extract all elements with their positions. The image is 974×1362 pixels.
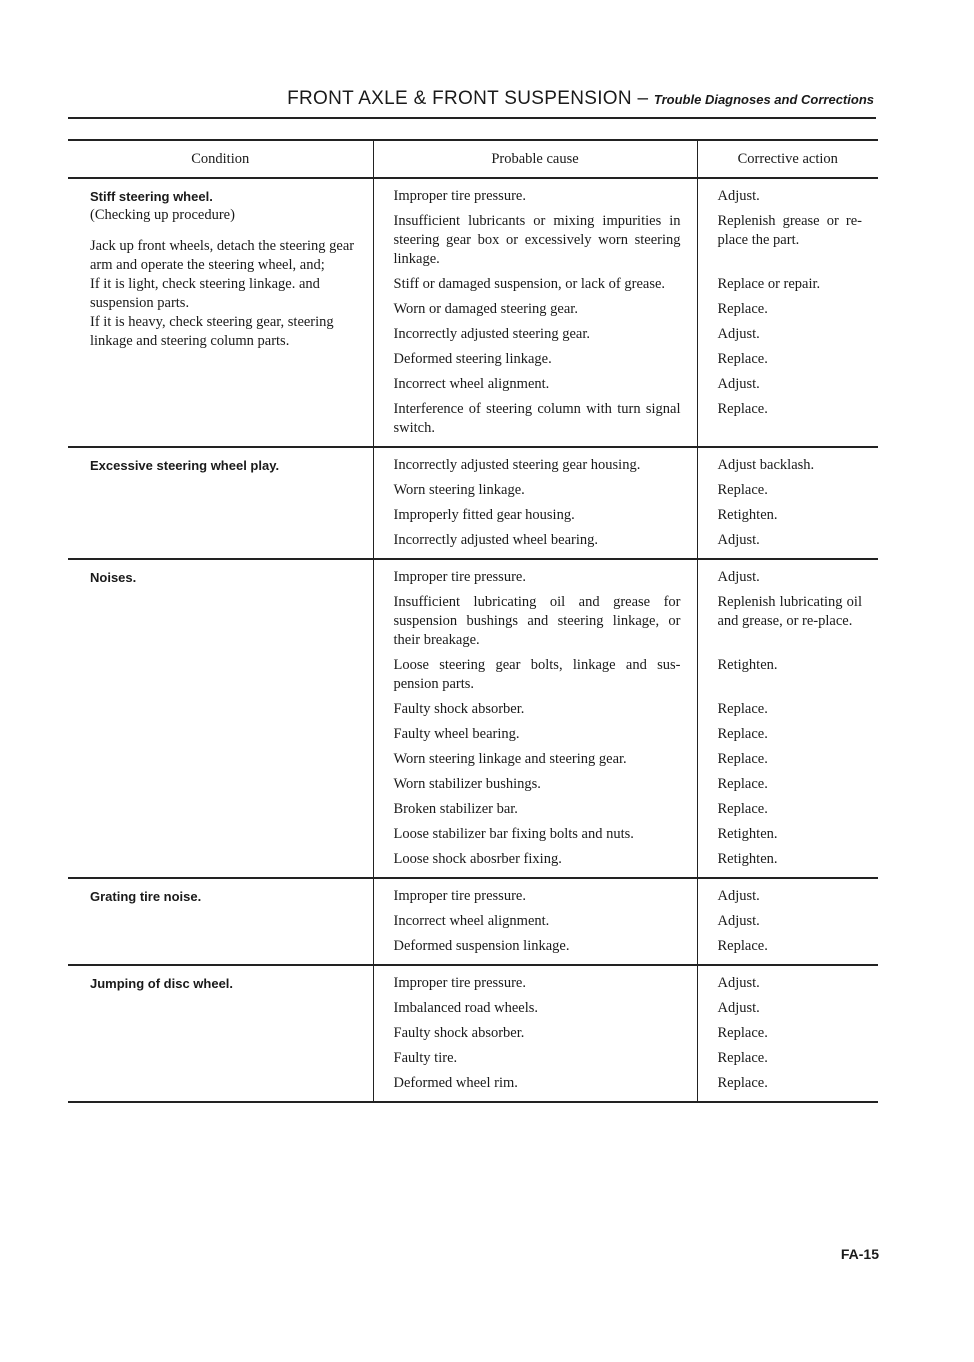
probable-cause-cell	[373, 178, 697, 447]
table-row	[68, 178, 878, 447]
corrective-action-item: Retighten.	[717, 851, 778, 867]
page-number: FA-15	[840, 1246, 879, 1262]
condition-detail: If it is light, check steering linkage. and suspension parts.	[90, 276, 320, 311]
probable-cause-item: Broken stabilizer bar.	[393, 801, 518, 817]
probable-cause-item: Incorrectly adjusted steering gear housing.	[393, 457, 641, 473]
corrective-action-cell	[697, 178, 878, 447]
condition-title: Stiff steering wheel.	[90, 189, 213, 204]
probable-cause-item: Improper tire pressure.	[393, 188, 526, 204]
condition-cell	[68, 878, 373, 965]
corrective-action-item: Replace.	[717, 351, 768, 367]
probable-cause-item: Faulty tire.	[393, 1050, 458, 1066]
table-row	[68, 447, 878, 559]
corrective-action-cell	[697, 447, 878, 559]
corrective-action-item: Adjust.	[717, 888, 760, 904]
probable-cause-item: Interference of steering column with turn signal switch.	[393, 401, 681, 436]
condition-cell	[68, 447, 373, 559]
header-rule	[68, 117, 876, 119]
corrective-action-item: Adjust.	[717, 569, 760, 585]
corrective-action-item: Adjust.	[717, 913, 760, 929]
probable-cause-cell	[373, 878, 697, 965]
probable-cause-item: Deformed steering linkage.	[393, 351, 552, 367]
condition-cell	[68, 559, 373, 878]
probable-cause-item: Improper tire pressure.	[393, 569, 526, 585]
condition-title: Noises.	[90, 570, 137, 585]
condition-title: Grating tire noise.	[90, 889, 202, 904]
probable-cause-item: Faulty shock absorber.	[393, 701, 525, 717]
corrective-action-item: Replace.	[717, 301, 768, 317]
corrective-action-cell	[697, 965, 878, 1102]
probable-cause-item: Faulty shock absorber.	[393, 1025, 525, 1041]
probable-cause-item: Imbalanced road wheels.	[393, 1000, 539, 1016]
condition-title: Excessive steering wheel play.	[90, 458, 280, 473]
probable-cause-item: Loose shock abosrber fixing.	[393, 851, 562, 867]
corrective-action-item: Replace.	[717, 776, 768, 792]
condition-cell	[68, 965, 373, 1102]
table-row	[68, 965, 878, 1102]
probable-cause-item: Improperly fitted gear housing.	[393, 507, 575, 523]
header-separator: –	[631, 88, 654, 109]
corrective-action-item: Adjust.	[717, 1000, 760, 1016]
diagnosis-table	[68, 139, 878, 1103]
corrective-action-item: Replace.	[717, 401, 768, 417]
column-header-corrective-action: Corrective action	[697, 140, 878, 178]
probable-cause-cell	[373, 965, 697, 1102]
probable-cause-item: Incorrect wheel alignment.	[393, 913, 550, 929]
probable-cause-item: Incorrect wheel alignment.	[393, 376, 550, 392]
probable-cause-item: Improper tire pressure.	[393, 975, 526, 991]
corrective-action-item: Adjust.	[717, 188, 760, 204]
table-row	[68, 559, 878, 878]
corrective-action-item: Replenish lubricating oil and grease, or re-place.	[717, 594, 862, 629]
condition-detail: If it is heavy, check steering gear, steering linkage and steering column parts.	[90, 314, 334, 349]
diagnosis-table-container	[68, 139, 878, 1103]
corrective-action-item: Replenish grease or re-place the part.	[717, 213, 862, 248]
probable-cause-item: Insufficient lubricating oil and grease for suspension bushings and steering linkage, or their breakage.	[393, 594, 681, 648]
probable-cause-item: Worn steering linkage and steering gear.	[393, 751, 627, 767]
corrective-action-item: Adjust backlash.	[717, 457, 815, 473]
corrective-action-item: Adjust.	[717, 975, 760, 991]
corrective-action-item: Replace.	[717, 1025, 768, 1041]
corrective-action-item: Adjust.	[717, 376, 760, 392]
probable-cause-cell	[373, 559, 697, 878]
page-header	[287, 88, 874, 110]
probable-cause-item: Incorrectly adjusted wheel bearing.	[393, 532, 599, 548]
table-header-row	[68, 140, 878, 178]
probable-cause-item: Stiff or damaged suspension, or lack of grease.	[393, 276, 666, 292]
table-row	[68, 878, 878, 965]
condition-title: Jumping of disc wheel.	[90, 976, 234, 991]
corrective-action-item: Replace.	[717, 1075, 768, 1091]
corrective-action-item: Adjust.	[717, 326, 760, 342]
corrective-action-item: Replace.	[717, 726, 768, 742]
probable-cause-item: Loose stabilizer bar fixing bolts and nuts.	[393, 826, 634, 842]
probable-cause-item: Insufficient lubricants or mixing impurities in steering gear box or excessively worn steering linkage.	[393, 213, 681, 267]
probable-cause-item: Worn stabilizer bushings.	[393, 776, 541, 792]
probable-cause-item: Improper tire pressure.	[393, 888, 526, 904]
probable-cause-item: Worn steering linkage.	[393, 482, 525, 498]
probable-cause-item: Incorrectly adjusted steering gear.	[393, 326, 590, 342]
corrective-action-item: Replace.	[717, 482, 768, 498]
probable-cause-item: Loose steering gear bolts, linkage and sus-pension parts.	[393, 657, 681, 692]
header-title: FRONT AXLE & FRONT SUSPENSION	[287, 88, 632, 109]
corrective-action-cell	[697, 559, 878, 878]
corrective-action-item: Retighten.	[717, 826, 778, 842]
header-subtitle: Trouble Diagnoses and Corrections	[653, 92, 874, 107]
probable-cause-item: Faulty wheel bearing.	[393, 726, 520, 742]
condition-detail: (Checking up procedure)	[90, 207, 235, 223]
corrective-action-item: Adjust.	[717, 532, 760, 548]
corrective-action-cell	[697, 878, 878, 965]
probable-cause-item: Worn or damaged steering gear.	[393, 301, 578, 317]
condition-cell	[68, 178, 373, 447]
corrective-action-item: Replace.	[717, 1050, 768, 1066]
corrective-action-item: Retighten.	[717, 657, 778, 673]
corrective-action-item: Replace or repair.	[717, 276, 821, 292]
corrective-action-item: Replace.	[717, 701, 768, 717]
probable-cause-item: Deformed wheel rim.	[393, 1075, 518, 1091]
column-header-condition: Condition	[68, 140, 373, 178]
corrective-action-item: Replace.	[717, 801, 768, 817]
corrective-action-item: Replace.	[717, 938, 768, 954]
probable-cause-cell	[373, 447, 697, 559]
column-header-probable-cause: Probable cause	[373, 140, 697, 178]
condition-detail: Jack up front wheels, detach the steering gear arm and operate the steering wheel, and;	[90, 238, 355, 273]
corrective-action-item: Replace.	[717, 751, 768, 767]
probable-cause-item: Deformed suspension linkage.	[393, 938, 570, 954]
corrective-action-item: Retighten.	[717, 507, 778, 523]
